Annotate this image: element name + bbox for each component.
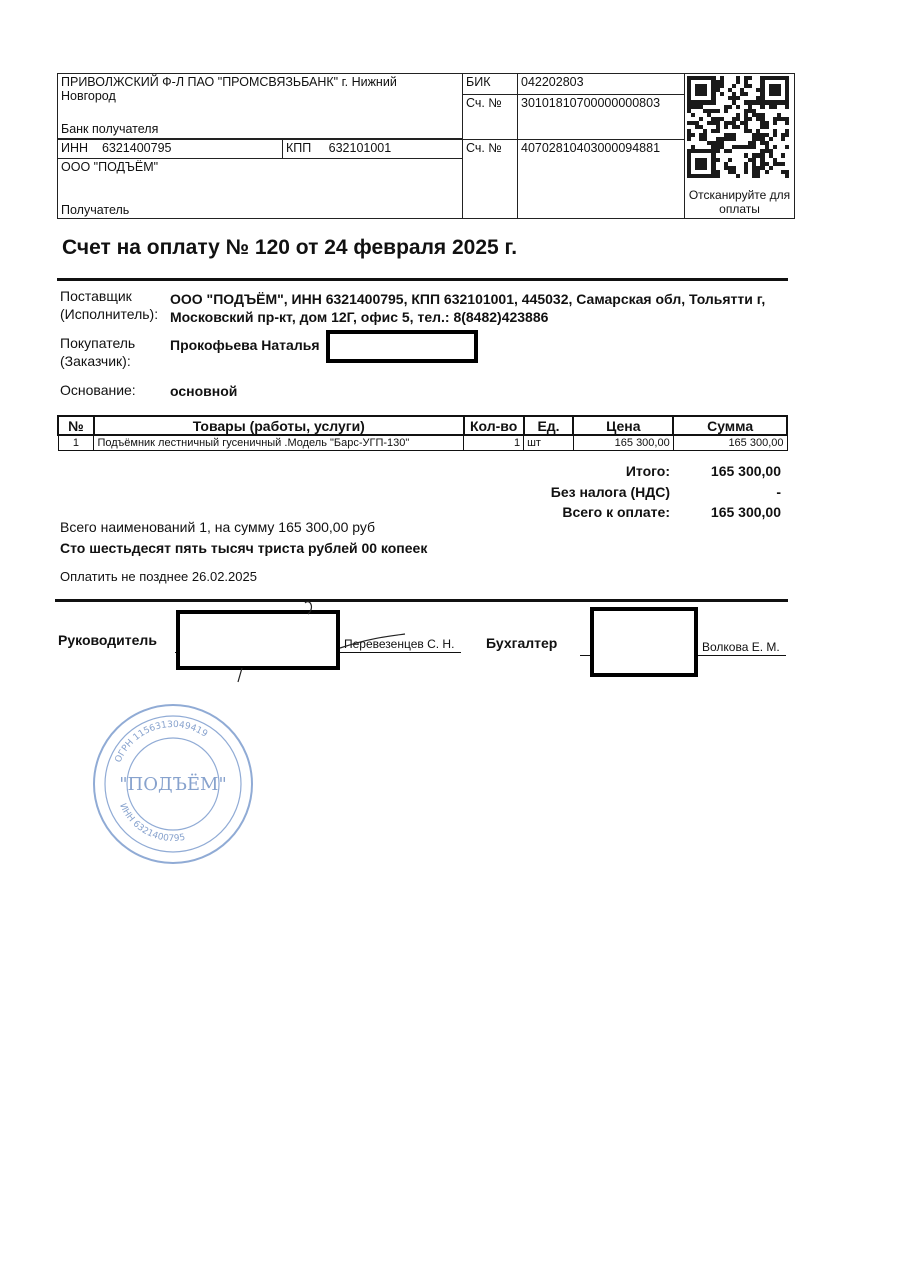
amount-in-words: Сто шестьдесят пять тысяч триста рублей 00 копеек [60, 540, 428, 556]
total-value: 165 300,00 [710, 463, 781, 479]
stamp-ring-bottom: ИНН 6321400795 [117, 802, 186, 845]
bank-name: ПРИВОЛЖСКИЙ Ф-Л ПАО "ПРОМСВЯЗЬБАНК" г. Нижний Новгород [61, 75, 397, 103]
vat-label: Без налога (НДС) [550, 484, 670, 500]
head-name: Перевезенцев С. Н. [344, 637, 455, 651]
accountant-name: Волкова Е. М. [702, 640, 780, 654]
row-price: 165 300,00 [573, 435, 673, 451]
redaction-box-accountant-signature [590, 607, 698, 677]
vat-value: - [776, 484, 781, 500]
recipient-cell [57, 158, 463, 219]
table-row [58, 435, 787, 451]
kpp-value: 632101001 [328, 141, 392, 155]
svg-text:ОГРН 1156313049419 [114, 720, 210, 764]
inn-label: ИНН [61, 141, 89, 155]
recipient-label: Получатель [61, 203, 130, 217]
row-goods-name: Подъёмник лестничный гусеничный .Модель "Барс-УГП-130" [94, 435, 464, 451]
corr-account-value: 30101810700000000803 [517, 94, 685, 140]
col-header-unit: Ед. [524, 416, 574, 435]
goods-header-row [58, 416, 787, 435]
inn-value: 6321400795 [101, 141, 172, 155]
supplier-value: ООО "ПОДЪЁМ", ИНН 6321400795, КПП 632101001, 445032, Самарская обл, Тольятти г, Московский пр-кт, дом 12Г, офис 5, тел.: 8(8482)423886 [170, 291, 766, 325]
pay-by-date: Оплатить не позднее 26.02.2025 [60, 569, 257, 584]
bank-details-table [57, 73, 795, 219]
kpp-cell [282, 139, 463, 159]
row-number: 1 [58, 435, 94, 451]
corr-account-label: Сч. № [462, 94, 518, 140]
title-divider [57, 278, 788, 281]
accountant-label: Бухгалтер [486, 635, 558, 651]
kpp-label: КПП [286, 141, 312, 155]
svg-text:ИНН 6321400795 [117, 802, 186, 844]
qr-code[interactable] [687, 76, 789, 178]
summary-line: Всего наименований 1, на сумму 165 300,00 руб [60, 519, 376, 535]
bik-label: БИК [462, 73, 518, 95]
goods-table [57, 415, 788, 451]
signature-divider [55, 599, 788, 602]
total-label: Итого: [625, 463, 670, 479]
row-sum: 165 300,00 [673, 435, 787, 451]
basis-label: Основание: [60, 382, 136, 398]
company-stamp [88, 700, 258, 868]
row-qty: 1 [464, 435, 524, 451]
stamp-center-text: "ПОДЪЁМ" [119, 774, 227, 795]
supplier-label: Поставщик (Исполнитель): [60, 288, 159, 322]
due-label: Всего к оплате: [562, 504, 670, 520]
basis-value: основной [170, 383, 238, 399]
bank-label: Банк получателя [61, 122, 159, 136]
due-value: 165 300,00 [710, 504, 781, 520]
bank-name-cell [57, 73, 463, 139]
recipient-name: ООО "ПОДЪЁМ" [61, 160, 159, 174]
signature-scribble [230, 598, 410, 688]
col-header-number: № [58, 416, 94, 435]
redaction-box-buyer [326, 330, 478, 363]
bik-value: 042202803 [517, 73, 685, 95]
buyer-label: Покупатель (Заказчик): [60, 335, 136, 369]
invoice-title: Счет на оплату № 120 от 24 февраля 2025 г. [62, 236, 518, 259]
col-header-goods: Товары (работы, услуги) [94, 416, 464, 435]
account-label: Сч. № [462, 139, 518, 219]
qr-caption: Отсканируйте для оплаты [688, 188, 791, 216]
stamp-ring-top: ОГРН 1156313049419 [113, 719, 209, 765]
col-header-qty: Кол-во [464, 416, 524, 435]
inn-cell [57, 139, 283, 159]
buyer-value: Прокофьева Наталья [170, 337, 320, 353]
head-label: Руководитель [58, 632, 157, 648]
row-unit: шт [524, 435, 574, 451]
account-value: 40702810403000094881 [517, 139, 685, 219]
col-header-price: Цена [573, 416, 673, 435]
col-header-sum: Сумма [673, 416, 787, 435]
